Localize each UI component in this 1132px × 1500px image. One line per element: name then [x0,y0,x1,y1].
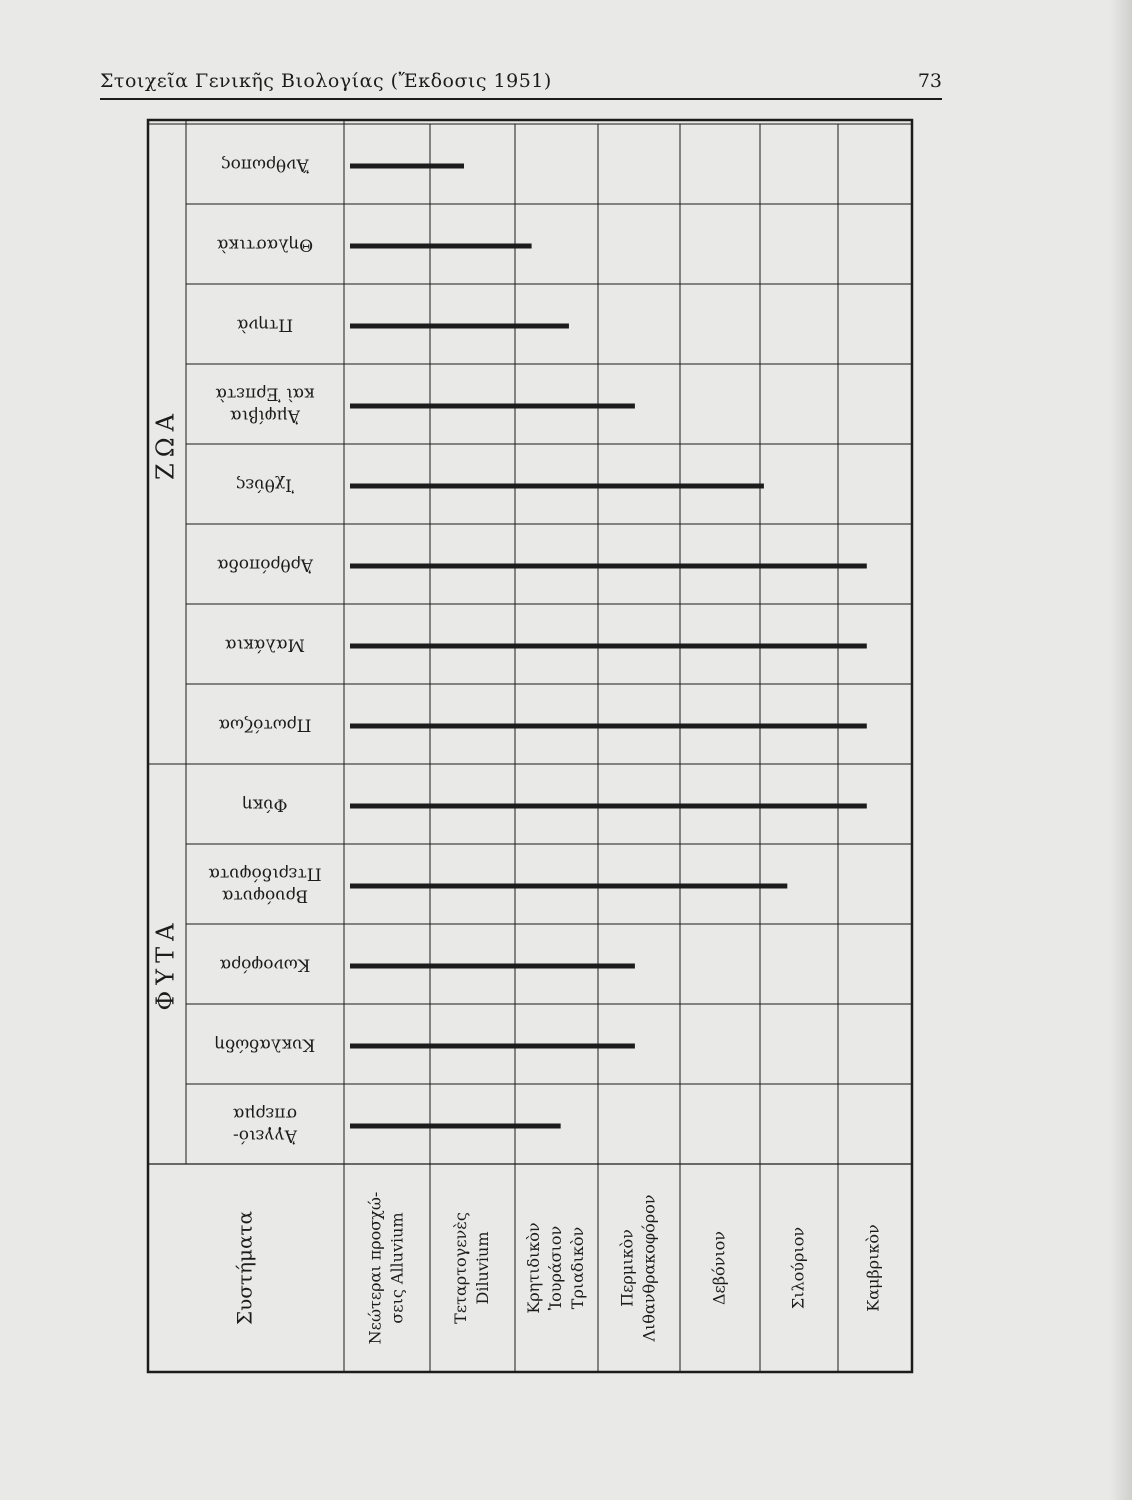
series-label: Κωνοφόρα [219,954,311,975]
system-label: Λιθανθρακοφόρον [639,1194,659,1342]
system-label: σεις Alluvium [387,1212,407,1324]
series-label: Ἀμφίβια [230,405,300,426]
group-label: ΦΥΤΑ [151,917,180,1011]
header-title: Στοιχεῖα Γενικῆς Βιολογίας (Ἔκδοσις 1951) [100,70,552,92]
system-label: Δεβόνιον [709,1230,729,1306]
system-label: Ἰουράσιον [546,1225,565,1311]
system-label: Περμικὸν [617,1229,637,1307]
series-label: Μαλάκια [225,634,305,655]
group-label: ΖΩΑ [151,408,180,480]
table-frame [148,120,912,1372]
system-label: Τεταρτογενὲς [451,1212,470,1324]
series-label: Πτηνὰ [236,314,294,335]
series-label: σπερμα [232,1103,298,1124]
system-label: Νεώτεραι προσχώ- [365,1191,385,1345]
series-label: Ἄνθρωπος [221,154,309,175]
page-edge-shadow [1110,0,1132,1500]
series-label: Κυκλαδώδη [214,1034,316,1055]
series-label: Πρωτόζωα [218,714,312,735]
system-label: Σιλούριον [788,1226,808,1310]
system-label: Τριαδικὸν [568,1226,587,1310]
page-number: 73 [917,70,942,92]
series-label: Θηλαστικὰ [216,234,314,255]
series-label: Φύκη [242,794,288,815]
series-label: Ἰχθύες [235,474,295,495]
series-label: Βρυόφυτα [221,885,309,906]
series-label: Ἀγγειό- [232,1125,298,1146]
axis-label: Συστήματα [232,1210,257,1326]
series-label: Πτεριδόφυτα [208,863,322,884]
system-label: Diluvium [473,1231,492,1305]
series-label: Ἀρθρόποδα [217,554,313,575]
series-label: καὶ Ἑρπετὰ [215,383,315,404]
system-label: Καμβρικὸν [863,1224,883,1312]
system-label: Κρητιδικὸν [524,1222,543,1314]
